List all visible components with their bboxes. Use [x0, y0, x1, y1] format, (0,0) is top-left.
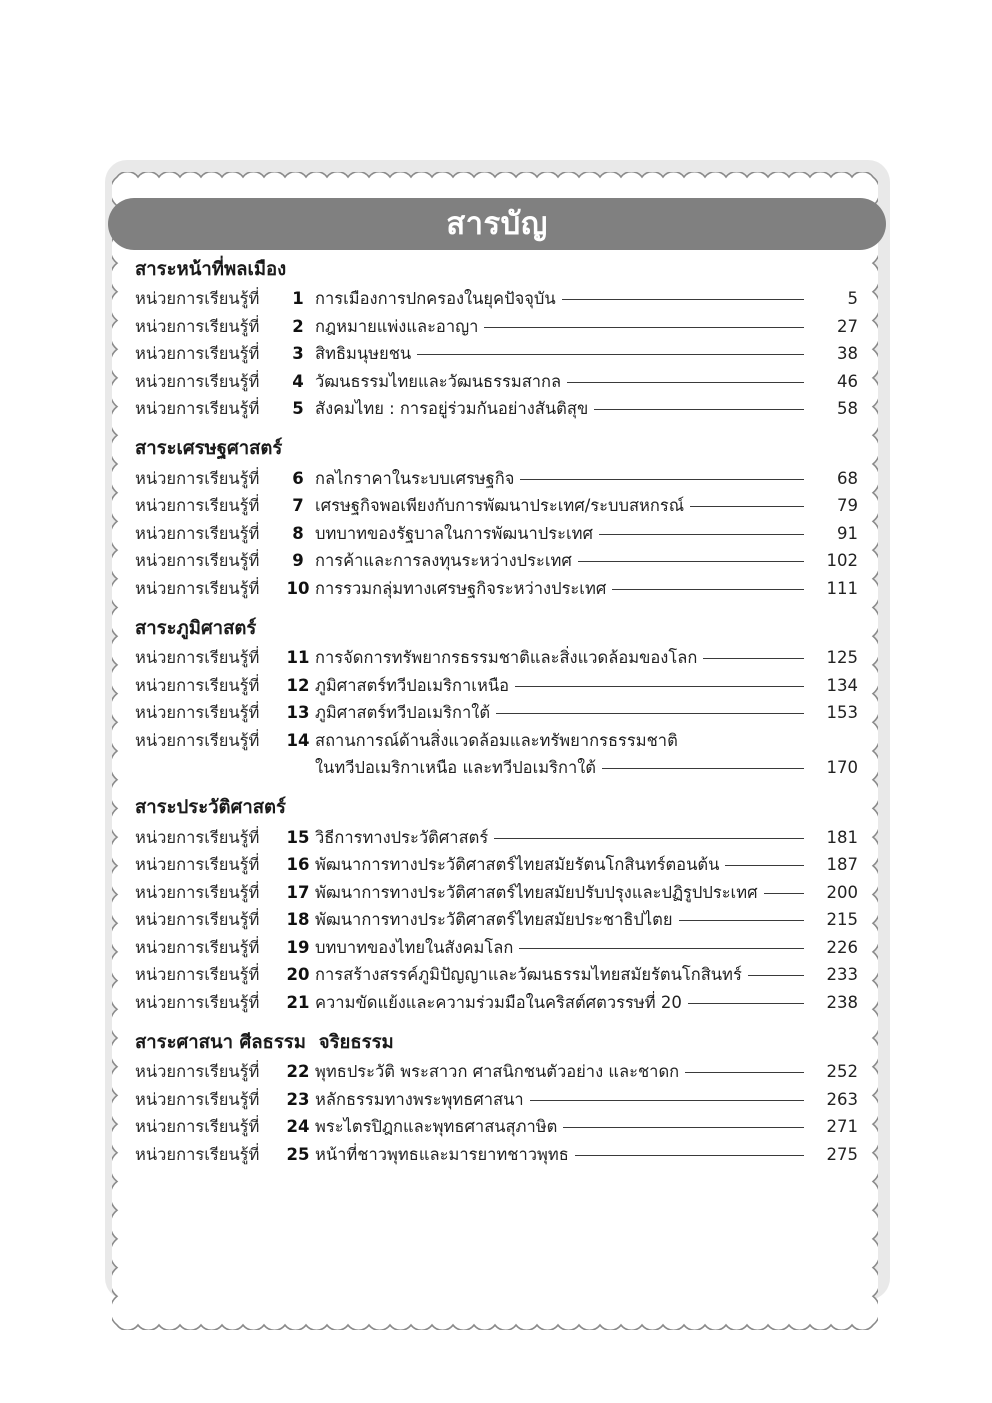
entry-page-number: 102 — [826, 551, 858, 571]
toc-section — [135, 437, 858, 602]
entry-page-number: 46 — [837, 371, 858, 391]
entry-page-number: 263 — [826, 1089, 858, 1109]
leader-line — [690, 506, 804, 507]
entry-page-number: 91 — [837, 523, 858, 543]
entry-title-wrap — [315, 346, 804, 363]
toc-entry[interactable] — [135, 313, 858, 341]
entry-title-wrap — [315, 1144, 804, 1164]
entry-title-wrap — [315, 1064, 804, 1081]
entry-unit-number: 14 — [286, 730, 310, 750]
entry-title-wrap — [315, 857, 804, 874]
section-heading: สาระเศรษฐศาสตร์ — [135, 438, 283, 460]
leader-line — [515, 686, 804, 687]
entry-title-line2: ในทวีปอเมริกาเหนือ และทวีปอเมริกาใต้ — [315, 758, 596, 778]
entry-page-number: 5 — [847, 289, 858, 309]
leader-line — [748, 975, 804, 976]
section-heading: สาระภูมิศาสตร์ — [135, 617, 257, 639]
leader-line — [578, 561, 804, 562]
entry-unit-label: หน่วยการเรียนรู้ที่ — [135, 1089, 260, 1109]
entry-title: สถานการณ์ด้านสิ่งแวดล้อมและทรัพยากรธรรมชาติ — [315, 730, 678, 750]
entry-unit-number: 10 — [286, 578, 310, 598]
entry-unit-label: หน่วยการเรียนรู้ที่ — [135, 551, 260, 571]
leader-line — [688, 1003, 804, 1004]
entry-title-wrap — [315, 730, 804, 750]
entry-unit-label: หน่วยการเรียนรู้ที่ — [135, 289, 260, 309]
entry-unit-number: 16 — [286, 855, 310, 875]
toc-entry[interactable] — [135, 727, 858, 782]
entry-unit-label: หน่วยการเรียนรู้ที่ — [135, 730, 260, 750]
entry-unit-label: หน่วยการเรียนรู้ที่ — [135, 675, 260, 695]
entry-title-wrap — [315, 912, 804, 929]
toc-entry[interactable] — [135, 934, 858, 962]
section-heading: สาระหน้าที่พลเมือง — [135, 259, 287, 280]
toc-entry[interactable] — [135, 465, 858, 493]
leader-line — [612, 589, 804, 590]
entry-unit-label: หน่วยการเรียนรู้ที่ — [135, 344, 260, 364]
entry-title: กฎหมายแพ่งและอาญา — [315, 316, 479, 336]
entry-unit-number: 11 — [286, 648, 310, 668]
toc-entry[interactable] — [135, 341, 858, 369]
entry-unit-number: 25 — [286, 1144, 310, 1164]
toc-entry[interactable] — [135, 520, 858, 548]
leader-line — [484, 327, 804, 328]
entry-unit-label: หน่วยการเรียนรู้ที่ — [135, 855, 260, 875]
entry-title: วัฒนธรรมไทยและวัฒนธรรมสากล — [315, 371, 562, 391]
entry-page-number: 68 — [837, 468, 858, 488]
entry-unit-number: 15 — [286, 827, 310, 847]
entry-title: การค้าและการลงทุนระหว่างประเทศ — [315, 551, 572, 571]
entry-unit-number: 13 — [286, 703, 310, 723]
toc-entry[interactable] — [135, 672, 858, 700]
entry-title-wrap — [315, 937, 804, 957]
entry-page-number: 215 — [826, 910, 858, 930]
entry-page-number: 200 — [826, 882, 858, 902]
entry-page-number: 238 — [826, 992, 858, 1012]
entry-title-wrap — [315, 498, 804, 515]
leader-line — [679, 920, 804, 921]
entry-title-wrap — [315, 705, 804, 722]
entry-title: สังคมไทย : การอยู่ร่วมกันอย่างสันติสุข — [315, 399, 589, 419]
toc-entry[interactable] — [135, 852, 858, 880]
toc-sections-list — [135, 258, 858, 1169]
toc-entry[interactable] — [135, 1141, 858, 1169]
section-heading: สาระศาสนา ศีลธรรม จริยธรรม — [135, 1031, 394, 1053]
entry-title: กลไกราคาในระบบเศรษฐกิจ — [315, 468, 515, 488]
toc-entry[interactable] — [135, 1059, 858, 1087]
entry-unit-number: 12 — [286, 675, 310, 695]
entry-unit-number: 3 — [292, 344, 304, 364]
entry-title: หลักธรรมทางพระพุทธศาสนา — [315, 1089, 524, 1109]
leader-line — [563, 1127, 804, 1128]
entry-unit-label: หน่วยการเรียนรู้ที่ — [135, 371, 260, 391]
entry-title-wrap — [315, 578, 804, 598]
leader-line — [520, 479, 804, 480]
entry-page-number: 271 — [826, 1117, 858, 1137]
entry-second-line — [135, 749, 858, 777]
toc-entry[interactable] — [135, 286, 858, 314]
entry-unit-label: หน่วยการเรียนรู้ที่ — [135, 910, 260, 930]
entry-page-number: 134 — [826, 675, 858, 695]
entry-page-number: 58 — [837, 399, 858, 419]
entry-title-wrap — [315, 291, 804, 308]
entry-unit-label: หน่วยการเรียนรู้ที่ — [135, 578, 260, 598]
leader-line — [764, 893, 804, 894]
toc-entry[interactable] — [135, 824, 858, 852]
leader-line — [594, 409, 804, 410]
leader-line — [530, 1100, 804, 1101]
entry-unit-label: หน่วยการเรียนรู้ที่ — [135, 316, 260, 336]
entry-title-wrap — [315, 1089, 804, 1109]
entry-unit-label: หน่วยการเรียนรู้ที่ — [135, 1117, 260, 1137]
entry-unit-label: หน่วยการเรียนรู้ที่ — [135, 399, 260, 419]
entry-title: พัฒนาการทางประวัติศาสตร์ไทยสมัยรัตนโกสินทร์ตอนต้น — [315, 855, 720, 875]
entry-unit-label: หน่วยการเรียนรู้ที่ — [135, 468, 260, 488]
toc-entry[interactable] — [135, 700, 858, 728]
entry-title: หน้าที่ชาวพุทธและมารยาทชาวพุทธ — [315, 1144, 569, 1164]
entry-title-wrap — [315, 523, 804, 543]
entry-page-number: 111 — [826, 578, 858, 598]
toc-entry[interactable] — [135, 989, 858, 1017]
entry-unit-number: 24 — [286, 1117, 310, 1137]
entry-unit-number: 1 — [292, 289, 304, 309]
entry-unit-number: 22 — [286, 1062, 310, 1082]
toc-entry[interactable] — [135, 368, 858, 396]
entry-title-wrap — [315, 1119, 804, 1136]
entry-unit-label: หน่วยการเรียนรู้ที่ — [135, 882, 260, 902]
entry-title-wrap — [315, 650, 804, 667]
entry-title: เศรษฐกิจพอเพียงกับการพัฒนาประเทศ/ระบบสหกรณ์ — [315, 496, 685, 516]
entry-unit-number: 5 — [292, 399, 304, 419]
entry-unit-label: หน่วยการเรียนรู้ที่ — [135, 648, 260, 668]
entry-unit-label: หน่วยการเรียนรู้ที่ — [135, 523, 260, 543]
entry-title: ภูมิศาสตร์ทวีปอเมริกาเหนือ — [315, 675, 510, 695]
entry-title: บทบาทของรัฐบาลในการพัฒนาประเทศ — [315, 523, 593, 543]
entry-page-number: 125 — [826, 648, 858, 668]
entry-page-number: 252 — [826, 1062, 858, 1082]
toc-entry[interactable] — [135, 907, 858, 935]
entry-title-wrap — [315, 675, 804, 695]
toc-entry[interactable] — [135, 575, 858, 603]
leader-line — [562, 299, 804, 300]
entry-title: การรวมกลุ่มทางเศรษฐกิจระหว่างประเทศ — [315, 578, 607, 598]
toc-section — [135, 796, 858, 1016]
page-title-bar — [108, 198, 886, 250]
entry-unit-number: 7 — [292, 496, 304, 516]
toc-entry[interactable] — [135, 396, 858, 424]
entry-unit-number: 9 — [292, 551, 304, 571]
leader-line — [417, 354, 804, 355]
entry-title: การสร้างสรรค์ภูมิปัญญาและวัฒนธรรมไทยสมัยรัตนโกสินทร์ — [315, 965, 742, 985]
entry-unit-number: 18 — [286, 910, 310, 930]
entry-unit-number: 6 — [292, 468, 304, 488]
leader-line — [575, 1155, 804, 1156]
entry-unit-number: 17 — [286, 882, 310, 902]
entry-unit-label: หน่วยการเรียนรู้ที่ — [135, 496, 260, 516]
entry-title: การเมืองการปกครองในยุคปัจจุบัน — [315, 289, 556, 309]
entry-title-wrap — [315, 992, 804, 1012]
toc-entry[interactable] — [135, 493, 858, 521]
entry-title-wrap — [315, 371, 804, 391]
entry-title: สิทธิมนุษยชน — [315, 344, 412, 364]
leader-line — [494, 838, 804, 839]
entry-title-wrap-line2 — [315, 760, 804, 777]
leader-line — [725, 865, 804, 866]
entry-title: พุทธประวัติ พระสาวก ศาสนิกชนตัวอย่าง และชาดก — [315, 1062, 680, 1082]
entry-title-wrap — [315, 827, 804, 847]
entry-unit-number: 8 — [292, 523, 304, 543]
leader-line — [685, 1072, 804, 1073]
entry-page-number: 27 — [837, 316, 858, 336]
toc-section — [135, 1031, 858, 1169]
toc-entry[interactable] — [135, 548, 858, 576]
entry-page-number: 181 — [826, 827, 858, 847]
entry-unit-number: 20 — [286, 965, 310, 985]
toc-entry[interactable] — [135, 879, 858, 907]
entry-unit-label: หน่วยการเรียนรู้ที่ — [135, 827, 260, 847]
entry-title-wrap — [315, 316, 804, 336]
entry-page-number: 275 — [826, 1144, 858, 1164]
entry-unit-number: 23 — [286, 1089, 310, 1109]
entry-title: วิธีการทางประวัติศาสตร์ — [315, 827, 489, 847]
entry-page-number: 170 — [826, 758, 858, 778]
entry-title-wrap — [315, 553, 804, 570]
section-heading: สาระประวัติศาสตร์ — [135, 797, 286, 819]
entry-unit-label: หน่วยการเรียนรู้ที่ — [135, 1062, 260, 1082]
entry-page-number: 153 — [826, 703, 858, 723]
leader-line — [599, 534, 804, 535]
toc-entry[interactable] — [135, 962, 858, 990]
entry-unit-label: หน่วยการเรียนรู้ที่ — [135, 1144, 260, 1164]
toc-entry[interactable] — [135, 1086, 858, 1114]
entry-title-wrap — [315, 882, 804, 902]
entry-title: ภูมิศาสตร์ทวีปอเมริกาใต้ — [315, 703, 491, 723]
entry-unit-label: หน่วยการเรียนรู้ที่ — [135, 992, 260, 1012]
entry-page-number: 79 — [837, 496, 858, 516]
entry-title-wrap — [315, 967, 804, 984]
leader-line — [703, 658, 804, 659]
entry-title: พัฒนาการทางประวัติศาสตร์ไทยสมัยปรับปรุงและปฏิรูปประเทศ — [315, 882, 758, 902]
entry-unit-label: หน่วยการเรียนรู้ที่ — [135, 965, 260, 985]
toc-entry[interactable] — [135, 645, 858, 673]
toc-section — [135, 617, 858, 782]
entry-page-number: 187 — [826, 855, 858, 875]
entry-title: พัฒนาการทางประวัติศาสตร์ไทยสมัยประชาธิปไตย — [315, 910, 673, 930]
entry-title: บทบาทของไทยในสังคมโลก — [315, 937, 514, 957]
entry-unit-number: 19 — [286, 937, 310, 957]
entry-page-number: 233 — [826, 965, 858, 985]
leader-line — [519, 948, 804, 949]
leader-line — [567, 382, 804, 383]
entry-title: ความขัดแย้งและความร่วมมือในคริสต์ศตวรรษที่ 20 — [315, 992, 682, 1012]
entry-unit-number: 21 — [286, 992, 310, 1012]
entry-unit-label: หน่วยการเรียนรู้ที่ — [135, 937, 260, 957]
leader-line — [496, 713, 804, 714]
entry-title: การจัดการทรัพยากรธรรมชาติและสิ่งแวดล้อมของโลก — [315, 648, 698, 668]
entry-unit-label: หน่วยการเรียนรู้ที่ — [135, 703, 260, 723]
entry-page-number: 38 — [837, 344, 858, 364]
toc-section — [135, 258, 858, 423]
toc-entry[interactable] — [135, 1114, 858, 1142]
entry-unit-number: 4 — [292, 371, 304, 391]
entry-page-number: 226 — [826, 937, 858, 957]
entry-title-wrap — [315, 401, 804, 418]
entry-unit-number: 2 — [292, 316, 304, 336]
page-title: สารบัญ — [446, 205, 548, 242]
leader-line — [602, 768, 804, 769]
entry-title-wrap — [315, 468, 804, 488]
entry-title: พระไตรปิฎกและพุทธศาสนสุภาษิต — [315, 1117, 558, 1137]
